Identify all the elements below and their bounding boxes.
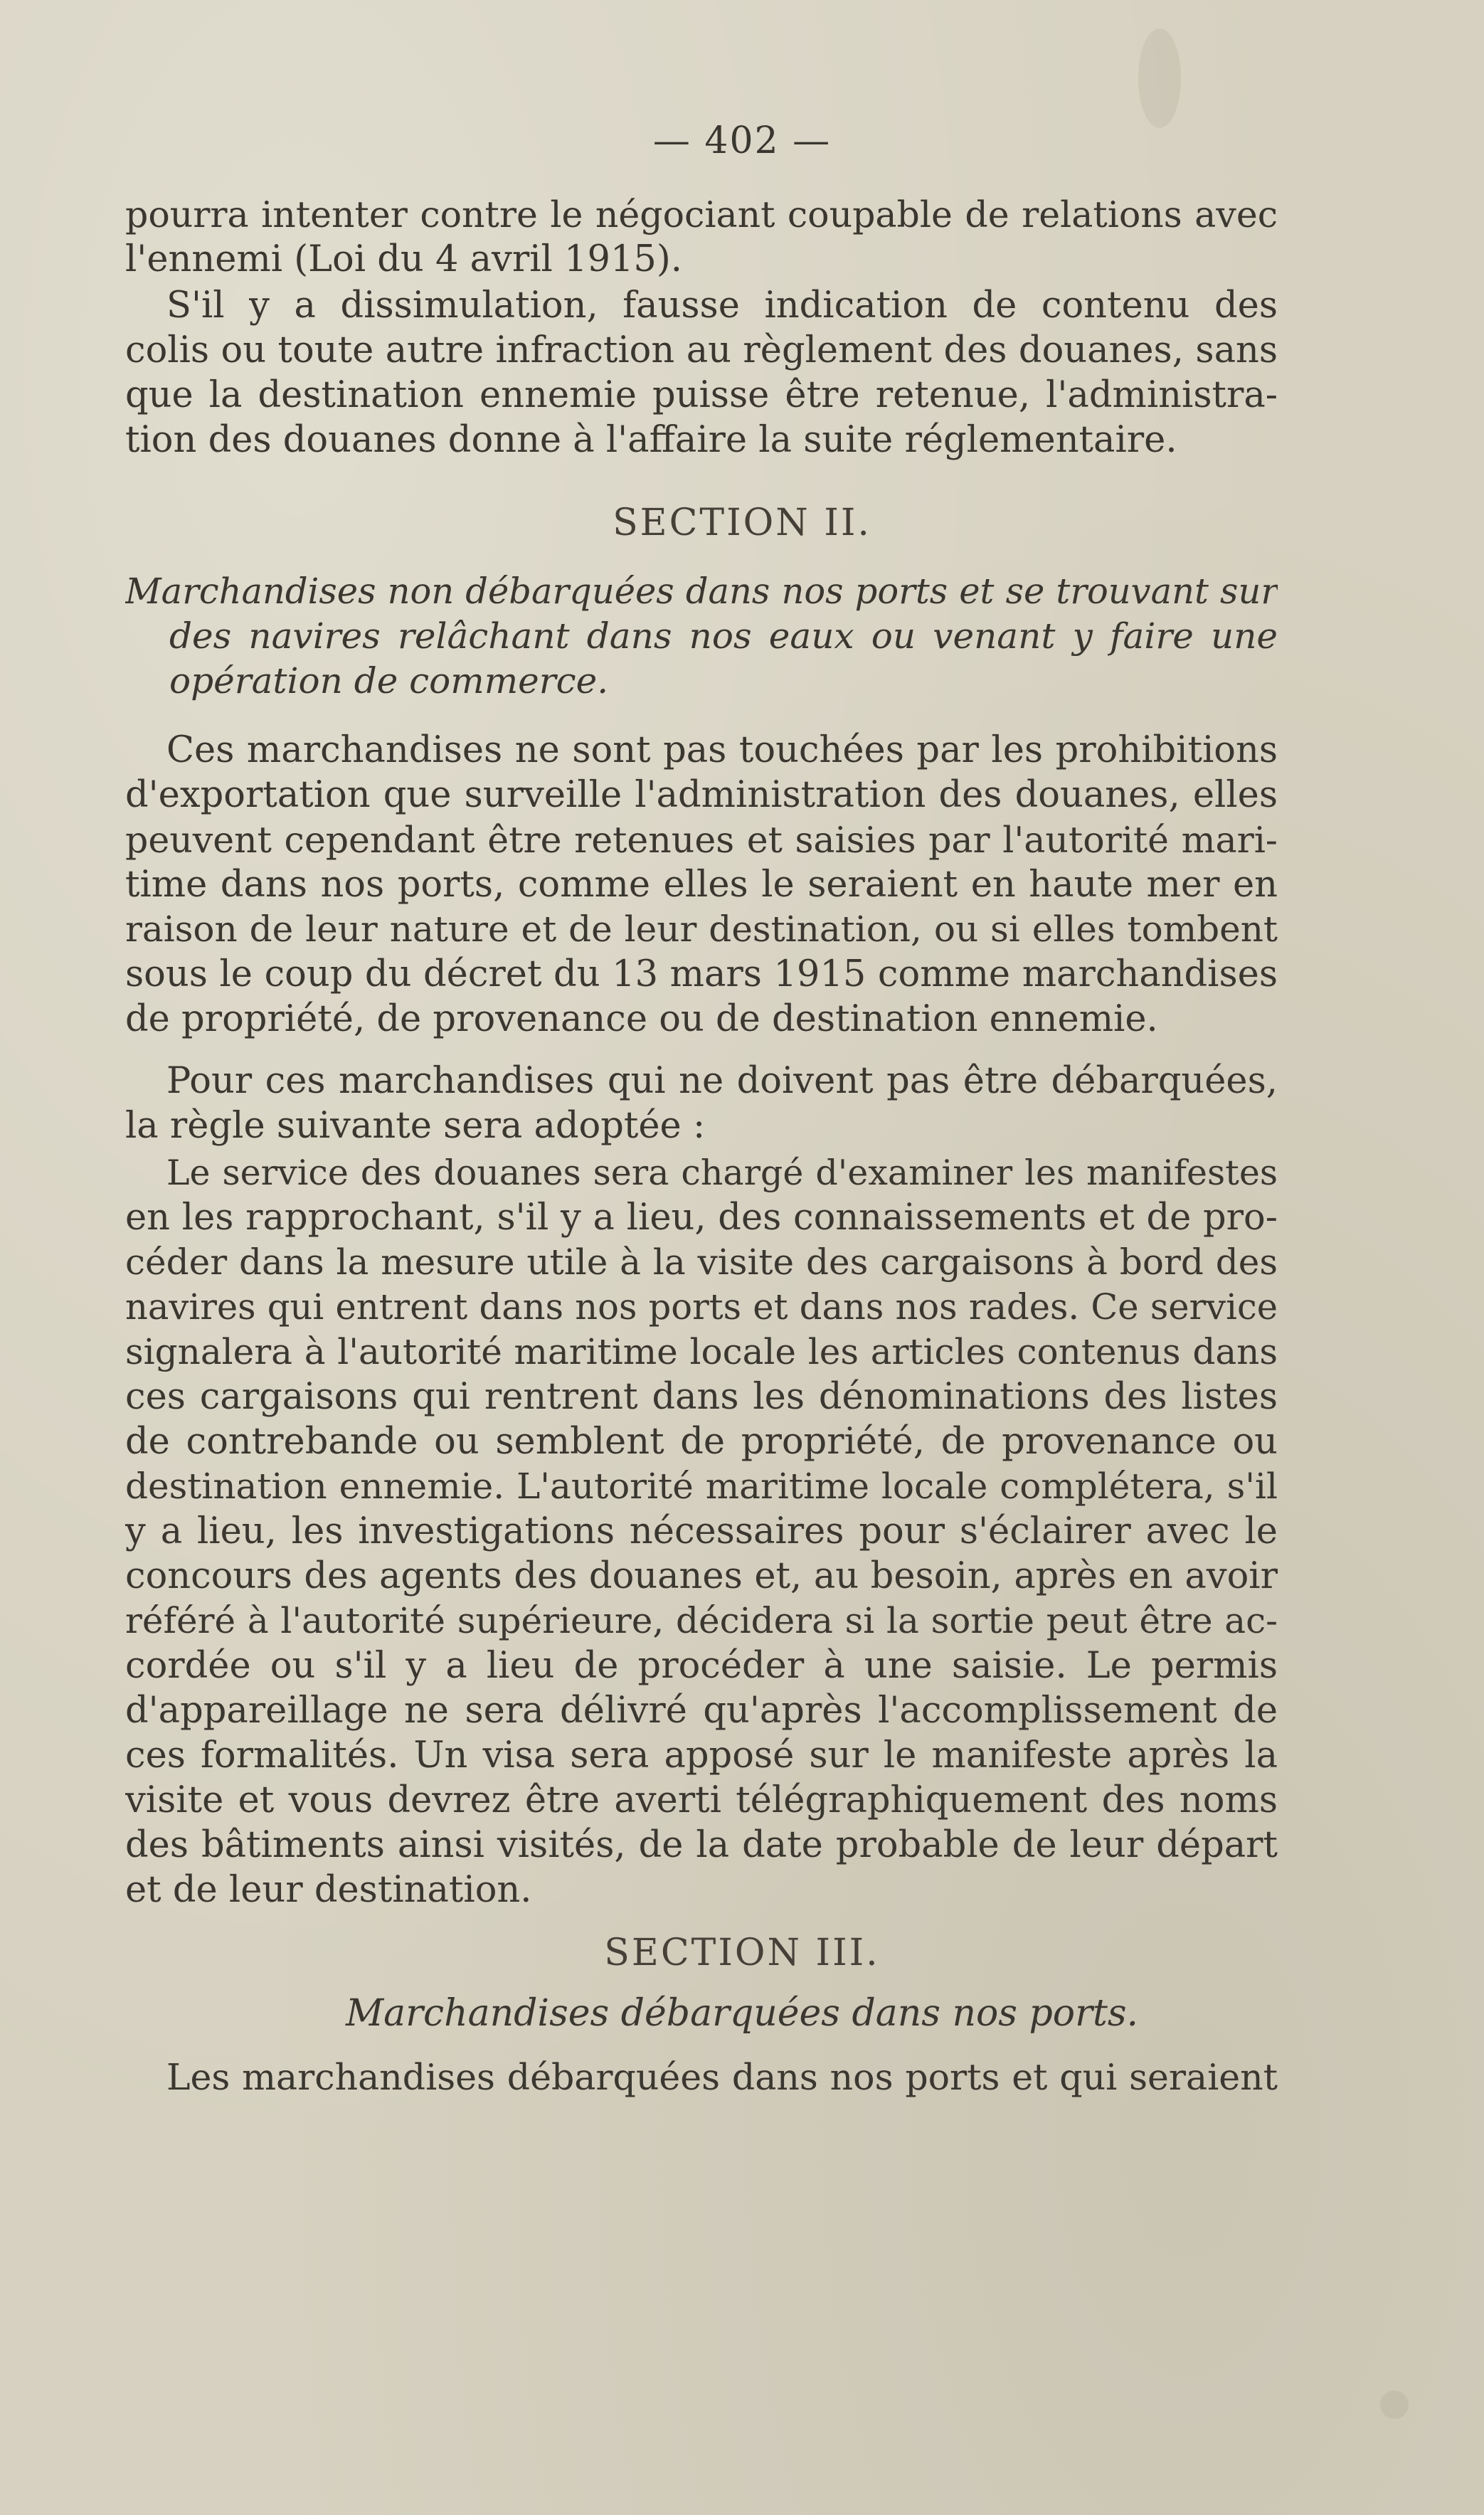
section-3-paragraph-1 bbox=[125, 2055, 1278, 2100]
paragraph-dissimulation bbox=[125, 283, 1278, 462]
text-line: peuvent cependant être retenues et saisies par l'autorité mari- bbox=[125, 819, 1278, 861]
text-line: signalera à l'autorité maritime locale les articles contenus dans bbox=[125, 1331, 1278, 1372]
text-line: de contrebande ou semblent de propriété, de provenance ou bbox=[125, 1421, 1278, 1463]
text-line: que la destination ennemie puisse être retenue, l'administra- bbox=[125, 374, 1278, 416]
text-line: cordée ou s'il y a lieu de procéder à une saisie. Le permis bbox=[125, 1645, 1278, 1687]
text-line: Les marchandises débarquées dans nos ports et qui seraient bbox=[166, 2056, 1278, 2098]
text-line: ces formalités. Un visa sera apposé sur le manifeste après la bbox=[125, 1735, 1278, 1777]
text-line: d'appareillage ne sera délivré qu'après l'accomplissement de bbox=[125, 1690, 1278, 1732]
paragraph-continuation bbox=[125, 192, 1278, 282]
text-line: Ces marchandises ne sont pas touchées par les prohibitions bbox=[166, 729, 1278, 771]
text-line: céder dans la mesure utile à la visite des cargaisons à bord des bbox=[125, 1241, 1278, 1283]
text-line: Le service des douanes sera chargé d'examiner les manifestes bbox=[166, 1153, 1278, 1193]
text-line: et de leur destination. bbox=[125, 1869, 532, 1911]
page-number: — 402 — bbox=[652, 120, 832, 162]
text-line: y a lieu, les investigations nécessaires pour s'éclairer avec le bbox=[125, 1510, 1278, 1552]
text-line: tion des douanes donne à l'affaire la suite réglementaire. bbox=[125, 419, 1177, 461]
text-line: des bâtiments ainsi visités, de la date probable de leur départ bbox=[125, 1824, 1278, 1866]
section-3-heading: SECTION III. bbox=[604, 1932, 880, 1974]
text-line: concours des agents des douanes et, au besoin, après en avoir bbox=[125, 1555, 1278, 1597]
section-2-heading: SECTION II. bbox=[613, 502, 871, 544]
text-line: navires qui entrent dans nos ports et dans nos rades. Ce service bbox=[125, 1286, 1278, 1328]
text-line: time dans nos ports, comme elles le seraient en haute mer en bbox=[125, 864, 1278, 906]
text-line: la règle suivante sera adoptée : bbox=[125, 1105, 706, 1147]
text-line: référé à l'autorité supérieure, décidera si la sortie peut être ac- bbox=[125, 1600, 1278, 1641]
text-line: de propriété, de provenance ou de destination ennemie. bbox=[125, 998, 1158, 1040]
text-line: Pour ces marchandises qui ne doivent pas être débarquées, bbox=[166, 1060, 1278, 1102]
text-line: pourra intenter contre le négociant coupable de relations avec bbox=[125, 194, 1278, 235]
text-line: destination ennemie. L'autorité maritime locale complétera, s'il bbox=[125, 1466, 1278, 1507]
text-line: colis ou toute autre infraction au règlement des douanes, sans bbox=[125, 329, 1278, 371]
text-line: ces cargaisons qui rentrent dans les dénominations des listes bbox=[125, 1376, 1278, 1418]
section-3-title: Marchandises débarquées dans nos ports. bbox=[345, 1992, 1139, 2035]
paper-blemish bbox=[1380, 2390, 1409, 2419]
section-2-title bbox=[125, 569, 1278, 704]
section-2-paragraph-1 bbox=[125, 728, 1278, 1042]
title-line: Marchandises non débarquées dans nos ports et se trouvant sur bbox=[125, 571, 1278, 612]
text-line: sous le coup du décret du 13 mars 1915 comme marchandises bbox=[125, 953, 1278, 995]
title-line: opération de commerce. bbox=[169, 660, 609, 701]
text-line: raison de leur nature et de leur destination, ou si elles tombent bbox=[125, 909, 1278, 950]
section-2-paragraph-3 bbox=[125, 1150, 1278, 1912]
text-line: l'ennemi (Loi du 4 avril 1915). bbox=[125, 238, 682, 280]
section-2-paragraph-2 bbox=[125, 1059, 1278, 1148]
title-line: des navires relâchant dans nos eaux ou venant y faire une bbox=[169, 615, 1278, 657]
text-line: en les rapprochant, s'il y a lieu, des connaissements et de pro- bbox=[125, 1197, 1278, 1239]
text-line: S'il y a dissimulation, fausse indication de contenu des bbox=[166, 285, 1278, 327]
text-line: visite et vous devrez être averti télégraphiquement des noms bbox=[125, 1779, 1278, 1821]
text-line: d'exportation que surveille l'administration des douanes, elles bbox=[125, 774, 1278, 816]
paper-blemish bbox=[1138, 28, 1181, 128]
